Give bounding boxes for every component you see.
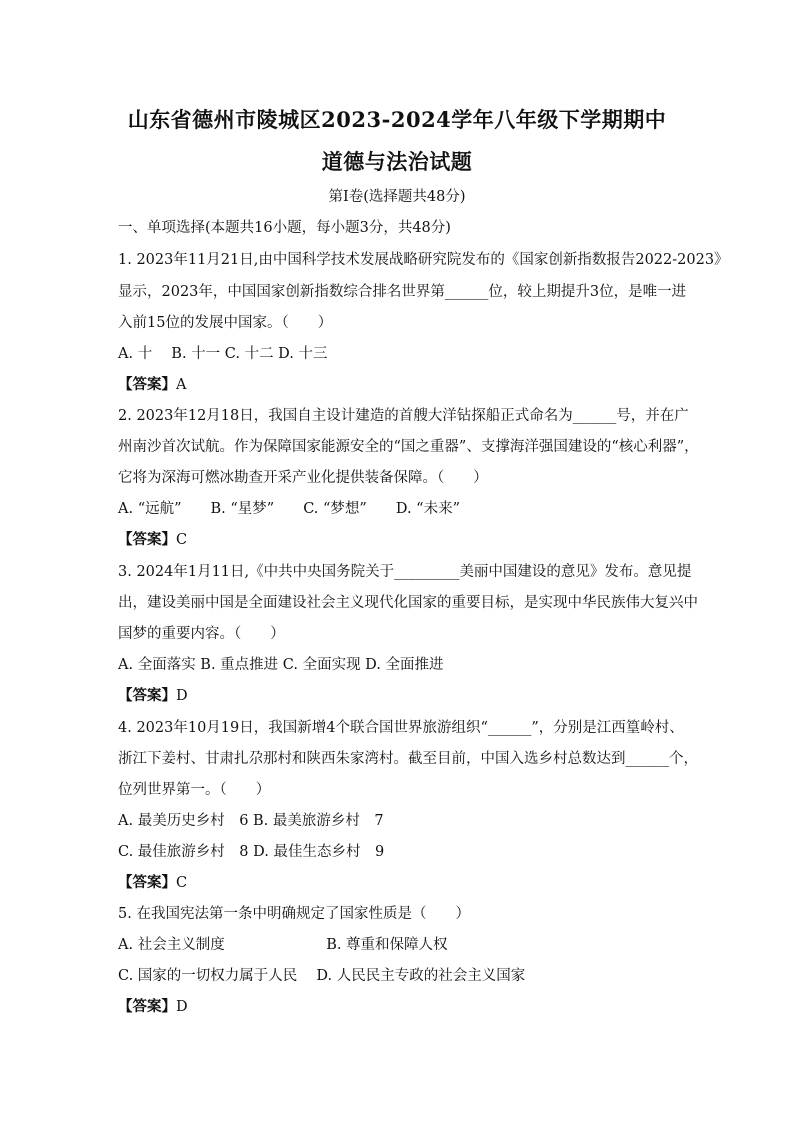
question-5-options-1: A. 社会主义制度 B. 尊重和保障人权 <box>118 937 448 953</box>
question-1-line-3: 入前15位的发展中国家。（ ） <box>118 315 333 331</box>
question-4-line-3: 位列世界第一。（ ） <box>118 782 271 798</box>
question-2-options: A. “远航” B. “星梦” C. “梦想” D. “未来” <box>118 501 460 517</box>
question-2-line-2: 州南沙首次试航。作为保障国家能源安全的“国之重器”、支撑海洋强国建设的“核心利器”， <box>118 439 699 455</box>
question-1-line-2: 显示，2023年，中国国家创新指数综合排名世界第______位，较上期提升3位，是唯一进 <box>118 284 687 300</box>
question-2-answer <box>118 530 688 550</box>
volume-heading: 第Ⅰ卷(选择题共48分) <box>328 189 466 205</box>
answer-value: D <box>176 688 188 704</box>
question-5-line-1: 5. 在我国宪法第一条中明确规定了国家性质是（ ） <box>118 906 470 922</box>
question-4-options-2: C. 最佳旅游乡村 8 D. 最佳生态乡村 9 <box>118 844 385 860</box>
part-heading: 一、单项选择(本题共16小题，每小题3分，共48分) <box>118 220 451 236</box>
answer-label: 【答案】 <box>118 687 176 704</box>
question-3-line-1: 3. 2024年1月11日,《中共中央国务院关于_________美丽中国建设的意见》发布。意见提 <box>118 564 692 580</box>
question-3-options: A. 全面落实 B. 重点推进 C. 全面实现 D. 全面推进 <box>118 657 444 673</box>
question-4-options-1: A. 最美历史乡村 6 B. 最美旅游乡村 7 <box>118 813 384 829</box>
answer-value: A <box>176 377 187 393</box>
question-3-line-3: 国梦的重要内容。（ ） <box>118 626 285 642</box>
question-1-line-1: 1. 2023年11月21日,由中国科学技术发展战略研究院发布的《国家创新指数报告2022-2023》 <box>118 252 729 268</box>
question-2-line-1: 2. 2023年12月18日，我国自主设计建造的首艘大洋钻探船正式命名为______号，并在广 <box>118 408 689 424</box>
answer-label: 【答案】 <box>118 531 176 548</box>
exam-title-line1: 山东省德州市陵城区2023-2024学年八年级下学期期中 <box>127 107 667 132</box>
answer-label: 【答案】 <box>118 874 176 891</box>
question-5-options-2: C. 国家的一切权力属于人民 D. 人民民主专政的社会主义国家 <box>118 968 526 984</box>
question-4-line-2: 浙江下姜村、甘肃扎尕那村和陕西朱家湾村。截至目前，中国入选乡村总数达到______个， <box>118 751 698 767</box>
question-1-options: A. 十 B. 十一 C. 十二 D. 十三 <box>118 346 328 362</box>
answer-value: C <box>176 875 188 891</box>
answer-value: C <box>176 532 188 548</box>
exam-title-line2: 道德与法治试题 <box>321 149 473 174</box>
question-4-line-1: 4. 2023年10月19日，我国新增4个联合国世界旅游组织“______”，分别是江西篁岭村、 <box>118 720 684 736</box>
answer-label: 【答案】 <box>118 998 176 1015</box>
question-3-line-2: 出，建设美丽中国是全面建设社会主义现代化国家的重要目标，是实现中华民族伟大复兴中 <box>118 595 698 611</box>
question-1-answer <box>118 375 688 395</box>
answer-label: 【答案】 <box>118 376 176 393</box>
question-4-answer <box>118 873 688 893</box>
answer-value: D <box>176 999 188 1015</box>
question-3-answer <box>118 686 688 706</box>
question-2-line-3: 它将为深海可燃冰勘查开采产业化提供装备保障。（ ） <box>118 470 488 486</box>
question-5-answer <box>118 997 688 1017</box>
